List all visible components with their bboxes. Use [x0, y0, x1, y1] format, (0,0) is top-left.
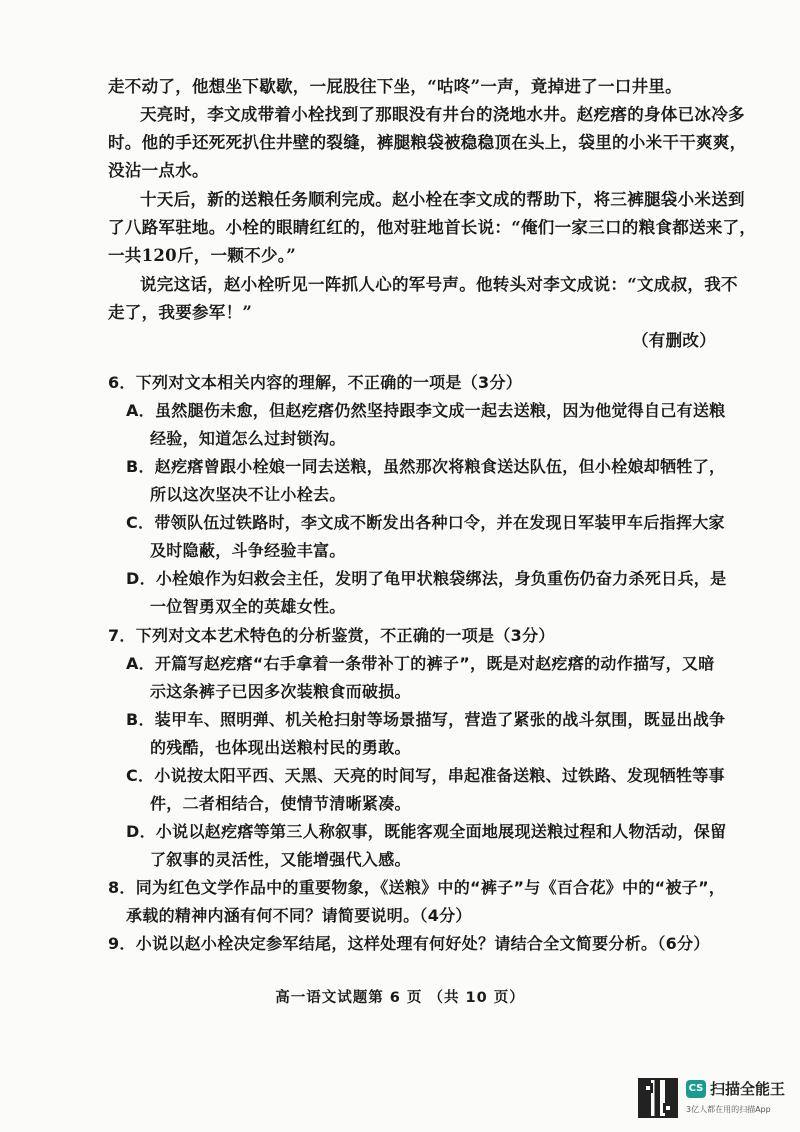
passage-line-5: 十天后，新的送粮任务顺利完成。赵小栓在李文成的帮助下，将三裤腿袋小米送到 — [140, 190, 745, 209]
q6-option-d-line1: D．小栓娘作为妇救会主任，发明了龟甲状粮袋绑法，身负重伤仍奋力杀死日兵，是 — [126, 569, 727, 588]
q6-option-b-line1: B．赵疙瘩曾跟小栓娘一同去送粮，虽然那次将粮食送达队伍，但小栓娘却牺牲了， — [126, 457, 726, 476]
qr-code-icon — [638, 1078, 678, 1118]
q7-option-a-line1: A．开篇写赵疙瘩“右手拿着一条带补丁的裤子”，既是对赵疙瘩的动作描写，又暗 — [126, 654, 715, 673]
question-9-stem: 9．小说以赵小栓决定参军结尾，这样处理有何好处？请结合全文简要分析。（6分） — [108, 934, 710, 953]
scanner-watermark — [638, 1078, 788, 1124]
scanner-tagline: 3亿人都在用的扫描App — [686, 1105, 771, 1114]
passage-line-1: 走不动了，他想坐下歇歇，一屁股往下坐，“咕咚”一声，竟掉进了一口井里。 — [108, 77, 682, 96]
q7-option-c-line2: 件，二者相结合，使情节清晰紧凑。 — [150, 794, 411, 813]
camscanner-logo-icon: CS — [686, 1080, 706, 1098]
passage-line-4: 没沾一点水。 — [108, 161, 209, 180]
q7-option-b-line2: 的残酷，也体现出送粮村民的勇敢。 — [150, 738, 411, 757]
q6-option-c-line2: 及时隐蔽，斗争经验丰富。 — [150, 541, 346, 560]
q6-option-c-line1: C．带领队伍过铁路时，李文成不断发出各种口令，并在发现日军装甲车后指挥大家 — [126, 513, 725, 532]
q7-option-d-line1: D．小说以赵疙瘩等第三人称叙事，既能客观全面地展现送粮过程和人物活动，保留 — [126, 822, 727, 841]
question-7-stem: 7．下列对文本艺术特色的分析鉴赏，不正确的一项是（3分） — [108, 626, 555, 645]
passage-line-7: 一共120斤，一颗不少。” — [108, 246, 297, 265]
passage-line-2: 天亮时，李文成带着小栓找到了那眼没有井台的浇地水井。赵疙瘩的身体已冰冷多 — [140, 105, 745, 124]
source-note: （有删改） — [632, 331, 716, 350]
passage-line-8: 说完这话，赵小栓听见一阵抓人心的军号声。他转头对李文成说：“文成叔，我不 — [140, 275, 738, 294]
q6-option-d-line2: 一位智勇双全的英雄女性。 — [150, 597, 346, 616]
passage-line-9: 走了，我要参军！” — [108, 303, 253, 322]
question-6-stem: 6．下列对文本相关内容的理解，不正确的一项是（3分） — [108, 373, 523, 392]
passage-line-6: 了八路军驻地。小栓的眼睛红红的，他对驻地首长说：“俺们一家三口的粮食都送来了， — [108, 218, 757, 237]
q6-option-a-line1: A．虽然腿伤未愈，但赵疙瘩仍然坚持跟李文成一起去送粮，因为他觉得自己有送粮 — [126, 401, 726, 420]
page-footer: 高一语文试题第 6 页 （共 10 页） — [275, 990, 525, 1006]
question-8-stem-line1: 8．同为红色文学作品中的重要物象，《送粮》中的“裤子”与《百合花》中的“被子”， — [108, 878, 726, 897]
question-8-stem-line2: 承载的精神内涵有何不同？请简要说明。（4分） — [126, 906, 472, 925]
scanner-app-name: 扫描全能王 — [710, 1080, 786, 1098]
q7-option-b-line1: B．装甲车、照明弹、机关枪扫射等场景描写，营造了紧张的战斗氛围，既显出战争 — [126, 710, 726, 729]
q7-option-d-line2: 了叙事的灵活性，又能增强代入感。 — [150, 850, 411, 869]
q7-option-c-line1: C．小说按太阳平西、天黑、天亮的时间写，串起准备送粮、过铁路、发现牺牲等事 — [126, 766, 725, 785]
q6-option-b-line2: 所以这次坚决不让小栓去。 — [150, 485, 346, 504]
passage-line-3: 时。他的手还死死扒住井壁的裂缝，裤腿粮袋被稳稳顶在头上，袋里的小米干干爽爽， — [108, 133, 747, 152]
q7-option-a-line2: 示这条裤子已因多次装粮食而破损。 — [150, 682, 411, 701]
q6-option-a-line2: 经验，知道怎么过封锁沟。 — [150, 429, 346, 448]
